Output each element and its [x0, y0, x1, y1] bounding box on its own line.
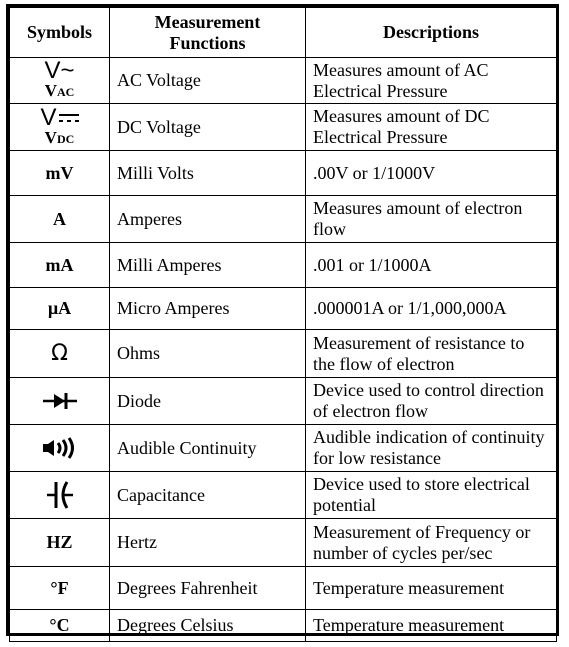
description-cell: Device used to store electrical potential: [306, 472, 557, 519]
description-cell: Device used to control direction of electron flow: [306, 378, 557, 425]
header-row: [10, 8, 557, 58]
table-row: [10, 472, 557, 519]
symbol-cell: [10, 378, 110, 425]
symbol-cell: HZ: [10, 519, 110, 567]
table-row: [10, 151, 557, 196]
function-cell: Capacitance: [110, 472, 306, 519]
function-cell: Ohms: [110, 330, 306, 378]
dc-voltage-symbol: V VDC: [40, 107, 78, 148]
table-row: [10, 425, 557, 472]
symbol-cell: Ω: [10, 330, 110, 378]
diode-icon: [43, 392, 77, 410]
table-row: [10, 378, 557, 425]
header-measurement-functions: Measurement Functions: [110, 8, 306, 58]
symbol-cell: [10, 472, 110, 519]
symbol-cell: A: [10, 196, 110, 243]
function-cell: Degrees Celsius: [110, 610, 306, 642]
table-row: [10, 243, 557, 288]
header-descriptions: Descriptions: [306, 8, 557, 58]
function-cell: DC Voltage: [110, 104, 306, 151]
table-row: [10, 288, 557, 330]
table-row: [10, 196, 557, 243]
table-row: [10, 330, 557, 378]
symbol-cell: °F: [10, 567, 110, 610]
ac-voltage-symbol: V~ VAC: [44, 57, 75, 100]
function-cell: Amperes: [110, 196, 306, 243]
table-row: [10, 519, 557, 567]
description-cell: .000001A or 1/1,000,000A: [306, 288, 557, 330]
description-cell: Measures amount of electron flow: [306, 196, 557, 243]
dc-lines-icon: [59, 112, 79, 124]
symbol-cell: mV: [10, 151, 110, 196]
description-cell: Temperature measurement: [306, 610, 557, 642]
function-cell: Diode: [110, 378, 306, 425]
symbol-cell: °C: [10, 610, 110, 642]
description-cell: Temperature measurement: [306, 567, 557, 610]
description-cell: Measures amount of DC Electrical Pressure: [306, 104, 557, 151]
table-row: [10, 58, 557, 104]
table-row: [10, 104, 557, 151]
description-cell: .00V or 1/1000V: [306, 151, 557, 196]
description-cell: Measurement of resistance to the flow of electron: [306, 330, 557, 378]
symbol-cell: µA: [10, 288, 110, 330]
table-row: [10, 610, 557, 642]
function-cell: Degrees Fahrenheit: [110, 567, 306, 610]
description-cell: Measurement of Frequency or number of cycles per/sec: [306, 519, 557, 567]
function-cell: Audible Continuity: [110, 425, 306, 472]
description-cell: Measures amount of AC Electrical Pressure: [306, 58, 557, 104]
audible-continuity-icon: [42, 437, 78, 459]
description-cell: Audible indication of continuity for low resistance: [306, 425, 557, 472]
symbol-cell: [10, 104, 110, 151]
function-cell: Hertz: [110, 519, 306, 567]
description-cell: .001 or 1/1000A: [306, 243, 557, 288]
function-cell: Milli Volts: [110, 151, 306, 196]
symbol-cell: mA: [10, 243, 110, 288]
measurement-functions-table: [9, 7, 557, 642]
symbol-cell: [10, 58, 110, 104]
function-cell: AC Voltage: [110, 58, 306, 104]
function-cell: Micro Amperes: [110, 288, 306, 330]
symbol-cell: [10, 425, 110, 472]
table-row: [10, 567, 557, 610]
header-symbols: Symbols: [10, 8, 110, 58]
function-cell: Milli Amperes: [110, 243, 306, 288]
capacitor-icon: [45, 481, 75, 509]
